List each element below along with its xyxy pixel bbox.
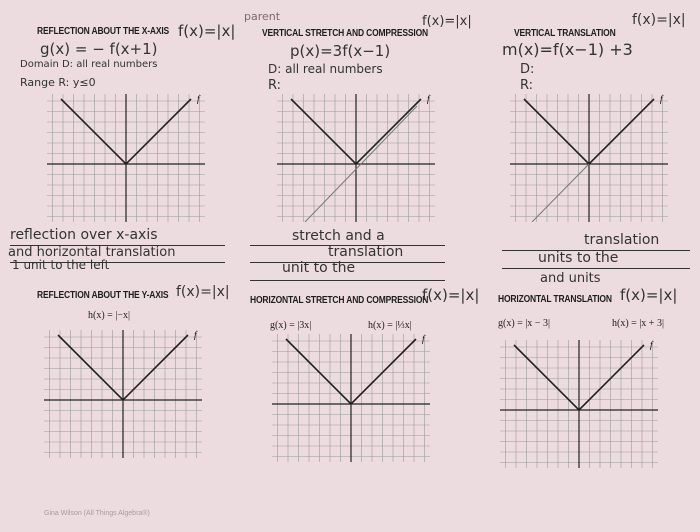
note-1-line-3: 1 unit to the left (12, 258, 110, 272)
range-note-3: R: (520, 78, 534, 93)
graph-reflection-y (44, 330, 202, 458)
title-reflection-y-axis: REFLECTION ABOUT THE Y-AXIS (37, 290, 169, 301)
parent-label: parent (244, 10, 281, 23)
note-1-line-1: reflection over x-axis (10, 227, 158, 243)
rule-h-horizontal-translation: h(x) = |x + 3| (612, 318, 664, 329)
domain-note: Domain D: all real numbers (20, 59, 158, 70)
parent-function-note-2: f(x)=|x| (422, 14, 472, 29)
note-3-line-3: and units (540, 271, 601, 286)
range-note-2: R: (268, 78, 282, 93)
parent-function-note: f(x)=|x| (178, 22, 236, 40)
footer-credit: Gina Wilson (All Things Algebra®) (44, 510, 150, 517)
graph-vertical-stretch (277, 94, 435, 222)
parent-function-note-5: f(x)=|x| (422, 286, 480, 304)
parent-function-note-4: f(x)=|x| (176, 284, 230, 300)
domain-note-2: D: all real numbers (268, 62, 383, 76)
title-vertical-translation: VERTICAL TRANSLATION (514, 28, 616, 39)
curve-label: f (427, 94, 430, 104)
note-2-line-2: translation (328, 244, 404, 260)
note-3-line-1: translation (584, 232, 660, 248)
title-reflection-x-axis: REFLECTION ABOUT THE X-AXIS (37, 26, 170, 37)
title-horizontal-translation: HORIZONTAL TRANSLATION (498, 294, 612, 305)
curve-label: f (197, 94, 200, 104)
range-note: Range R: y≤0 (20, 76, 96, 89)
note-2-line-3: unit to the (282, 260, 356, 276)
note-2-line-1: stretch and a (292, 228, 385, 244)
rule-h-reflection-y: h(x) = |−x| (88, 310, 130, 321)
curve-label: f (650, 340, 653, 350)
curve-label: f (660, 94, 663, 104)
note-3-line-2: units to the (538, 250, 619, 266)
graph-horizontal-translation (500, 340, 658, 468)
graph-vertical-translation (510, 94, 668, 222)
rule-g-horizontal-stretch: g(x) = |3x| (270, 320, 312, 331)
parent-function-note-6: f(x)=|x| (620, 286, 678, 304)
curve-label: f (194, 330, 197, 340)
rule-g: g(x) = − f(x+1) (40, 40, 158, 58)
graph-horizontal-stretch (272, 334, 430, 462)
note-1-line-2: and horizontal translation (8, 245, 176, 260)
rule-p: p(x)=3f(x−1) (290, 42, 391, 60)
curve-label: f (422, 334, 425, 344)
rule-g-horizontal-translation: g(x) = |x − 3| (498, 318, 550, 329)
graph-reflection-x (47, 94, 205, 222)
rule-h-horizontal-stretch: h(x) = |⅓x| (368, 320, 412, 331)
parent-function-note-3: f(x)=|x| (632, 12, 686, 28)
domain-note-3: D: (520, 62, 535, 77)
title-horizontal-stretch: HORIZONTAL STRETCH AND COMPRESSION (250, 295, 429, 306)
rule-m: m(x)=f(x−1) +3 (502, 40, 633, 59)
title-vertical-stretch: VERTICAL STRETCH AND COMPRESSION (262, 28, 428, 39)
pencil-line (532, 164, 589, 222)
